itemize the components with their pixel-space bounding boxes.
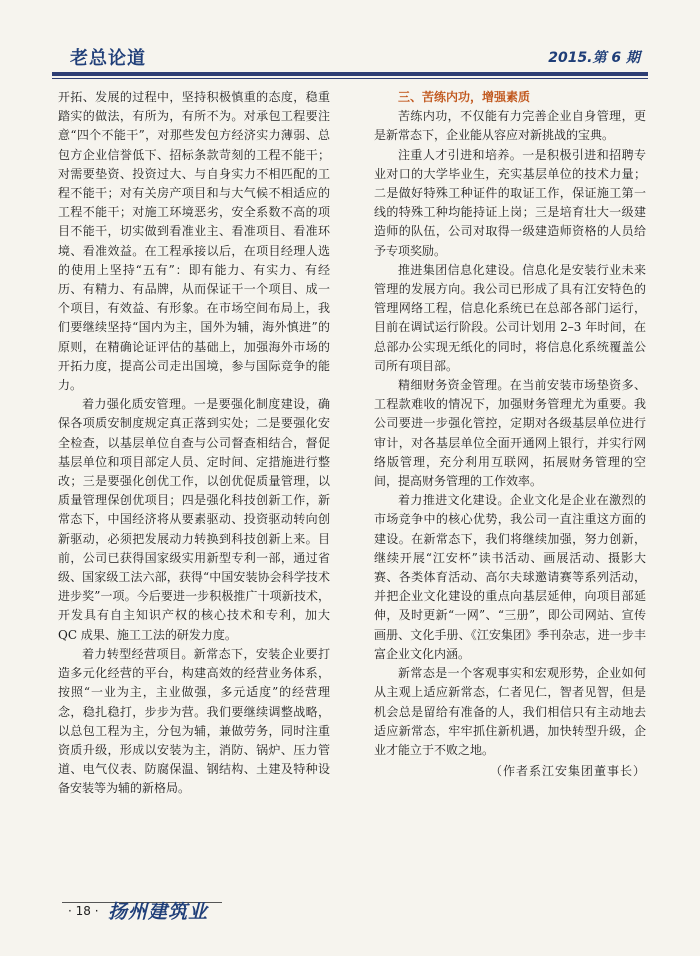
author-byline: （作者系江安集团董事长）	[489, 764, 646, 779]
body-paragraph: 着力推进文化建设。企业文化是企业在激烈的市场竞争中的核心优势，我公司一直注重这方面的建设。在新常态下，我们将继续加强，努力创新，继续开展“江安杯”读书活动、画展活动、摄影大赛、各类体育活动、高尔夫球邀请赛等系列活动，并把企业文化建设的重点向基层延伸，向项目部延伸，及时更新“一网”、“三册”，即公司网站、宣传画册、文化手册、《江安集团》季刊杂志，进一步丰富企业文化内涵。	[374, 493, 646, 661]
page-number: · 18 ·	[68, 904, 99, 918]
left-column	[58, 88, 330, 799]
page-header	[0, 0, 700, 90]
header-rule-thin	[52, 78, 648, 79]
body-paragraph: 新常态是一个客观事实和宏观形势，企业如何从主观上适应新常态，仁者见仁，智者见智，但是机会总是留给有准备的人，我们相信只有主动地去适应新常态，牢牢抓住新机遇，加快转型升级，企业才能立于不败之地。	[374, 666, 646, 757]
body-paragraph: 着力强化质安管理。一是要强化制度建设，确保各项质安制度规定真正落到实处；二是要强化安全检查，以基层单位自查与公司督查相结合，督促基层单位和项目部定人员、定时间、定措施进行整改；三是要强化创优工作，以创优促质量管理，以质量管理保创优项目；四是强化科技创新工作，新常态下，中国经济将从要素驱动、投资驱动转向创新驱动，必须把发展动力转换到科技创新上来。目前，公司已获得国家级实用新型专利一部，通过省级、国家级工法六部，获得“中国安装协会科学技术进步奖”一项。今后要进一步积极推广十项新技术，开发具有自主知识产权的核心技术和专利，加大 QC 成果、施工工法的研发力度。	[58, 397, 330, 642]
body-paragraph: 苦练内功，不仅能有力完善企业自身管理，更是新常态下，企业能从容应对新挑战的宝典。	[374, 109, 646, 143]
body-paragraph: 精细财务资金管理。在当前安装市场垫资多、工程款难收的情况下，加强财务管理尤为重要。我公司要进一步强化管控，定期对各级基层单位进行审计，对各基层单位全面开通网上银行，并实行网络版管理，充分利用互联网，拓展财务管理的空间，提高财务管理的工作效率。	[374, 378, 646, 489]
body-paragraph: 注重人才引进和培养。一是积极引进和招聘专业对口的大学毕业生，充实基层单位的技术力量；二是做好特殊工种证件的取证工作，保证施工第一线的特殊工种均能持证上岗；三是培育壮大一级建造师的队伍，公司对取得一级建造师资格的人员给予专项奖励。	[374, 147, 646, 258]
section-heading: 三、苦练内功，增强素质	[398, 90, 531, 104]
magazine-logo: 扬州建筑业	[108, 901, 209, 923]
issue-number: 2015.第 6 期	[548, 50, 640, 66]
body-paragraph: 开拓、发展的过程中，坚持积极慎重的态度，稳重踏实的做法，有所为，有所不为。对承包工程要注意“四个不能干”，对那些发包方经济实力薄弱、总包方企业信誉低下、招标条款苛刻的工程不能干；对需要垫资、投资过大、与自身实力不相匹配的工程不能干；对有关房产项目和与大气候不相适应的工程不能干；对施工环境恶劣，安全系数不高的项目不能干，切实做到看准业主、看准项目、看准环境、看准效益。在工程承接以后，在项目经理人选的使用上坚持“五有”：即有能力、有实力、有经历、有精力、有品牌，从而保证干一个项目、成一个项目，有效益、有形象。在市场空间布局上，我们要继续坚持“国内为主，国外为辅，海外慎进”的原则，在精确论证评估的基础上，加强海外市场的开拓力度，提高公司走出国境，参与国际竞争的能力。	[58, 90, 330, 393]
right-column	[374, 88, 646, 781]
column-title: 老总论道	[70, 48, 146, 69]
body-paragraph: 着力转型经营项目。新常态下，安装企业要打造多元化经营的平台，构建高效的经营业务体系，按照“一业为主，主业做强，多元适度”的经营理念，稳扎稳打，步步为营。我们要继续调整战略，以总包工程为主，分包为辅，兼做劳务，同时注重资质升级，形成以安装为主，消防、锅炉、压力管道、电气仪表、防腐保温、钢结构、土建及特种设备安装等为辅的新格局。	[58, 646, 330, 796]
body-paragraph: 推进集团信息化建设。信息化是安装行业未来管理的发展方向。我公司已形成了具有江安特色的管理网络工程，信息化系统已在总部各部门运行，目前在调试运行阶段。公司计划用 2–3 年时间，在总部办公实现无纸化的同时，将信息化系统覆盖公司所有项目部。	[374, 262, 646, 373]
header-rule-thick	[52, 72, 648, 76]
